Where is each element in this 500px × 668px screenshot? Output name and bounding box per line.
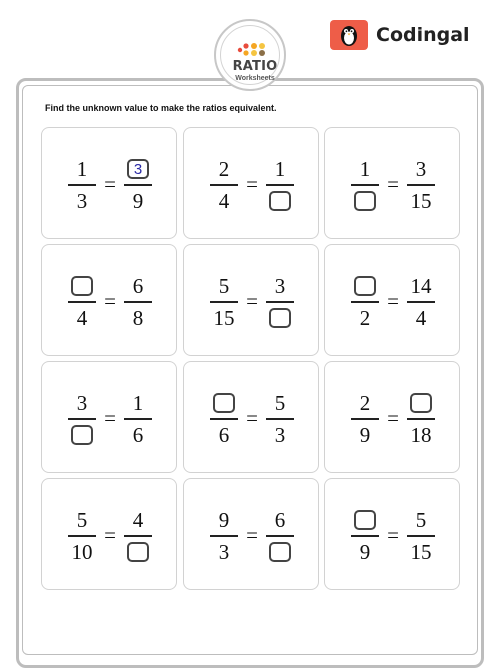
badge-subtitle: Worksheets: [235, 75, 275, 82]
answer-box[interactable]: [71, 425, 93, 445]
ratio-equation: [325, 128, 461, 240]
fraction-bar: [266, 184, 294, 186]
answer-box[interactable]: [269, 542, 291, 562]
problem-card: [324, 127, 460, 239]
fraction-value: 14: [410, 274, 432, 298]
left-denominator: [68, 305, 96, 331]
fraction-bar: [210, 418, 238, 420]
right-numerator: [124, 156, 152, 182]
equals-sign: =: [246, 406, 258, 430]
left-denominator: [210, 188, 238, 214]
equals-sign: =: [387, 172, 399, 196]
problem-card: [324, 478, 460, 590]
fraction-value: 1: [132, 391, 144, 415]
badge-title: RATIO: [232, 59, 278, 74]
fraction-bar: [351, 418, 379, 420]
right-denominator: [407, 539, 435, 565]
problem-card: [324, 361, 460, 473]
fraction-value: 3: [274, 274, 286, 298]
equals-sign: =: [387, 406, 399, 430]
left-numerator: [68, 507, 96, 533]
fraction-value: 3: [76, 189, 88, 213]
fraction-value: 8: [132, 306, 144, 330]
left-denominator: [68, 188, 96, 214]
fraction-value: 5: [415, 508, 427, 532]
right-denominator: [266, 305, 294, 331]
fraction-bar: [210, 535, 238, 537]
fraction-value: 3: [76, 391, 88, 415]
fraction-value: 6: [132, 423, 144, 447]
left-numerator: [210, 156, 238, 182]
equals-sign: =: [104, 406, 116, 430]
fraction-value: 2: [218, 157, 230, 181]
right-numerator: [407, 156, 435, 182]
left-denominator: [351, 305, 379, 331]
answer-box[interactable]: 3: [127, 159, 149, 179]
right-denominator: [266, 422, 294, 448]
fraction-bar: [124, 184, 152, 186]
left-numerator: [351, 156, 379, 182]
answer-box[interactable]: [354, 276, 376, 296]
fraction-value: 1: [76, 157, 88, 181]
ratio-equation: [325, 245, 461, 357]
fraction-bar: [210, 184, 238, 186]
ratio-equation: [325, 479, 461, 591]
fraction-value: 6: [218, 423, 230, 447]
left-numerator: [68, 273, 96, 299]
fraction-value: 3: [218, 540, 230, 564]
fraction-value: 6: [274, 508, 286, 532]
problem-card: [183, 478, 319, 590]
fraction-bar: [266, 301, 294, 303]
ratio-equation: [184, 128, 320, 240]
ratio-equation: [325, 362, 461, 474]
equals-sign: =: [104, 289, 116, 313]
left-denominator: [351, 539, 379, 565]
fraction-value: 10: [71, 540, 93, 564]
right-numerator: [266, 156, 294, 182]
fraction-value: 9: [359, 540, 371, 564]
ratio-equation: [42, 128, 178, 240]
left-numerator: [68, 156, 96, 182]
problem-card: [183, 127, 319, 239]
left-numerator: [210, 273, 238, 299]
fraction-value: 4: [415, 306, 427, 330]
answer-box[interactable]: [213, 393, 235, 413]
right-denominator: [266, 539, 294, 565]
right-denominator: [407, 422, 435, 448]
fraction-value: 3: [415, 157, 427, 181]
ratio-worksheets-badge: [214, 19, 286, 91]
answer-box[interactable]: [71, 276, 93, 296]
left-numerator: [68, 390, 96, 416]
problem-card: [324, 244, 460, 356]
right-denominator: [124, 422, 152, 448]
left-numerator: [210, 390, 238, 416]
right-numerator: [407, 507, 435, 533]
right-denominator: [407, 188, 435, 214]
left-numerator: [210, 507, 238, 533]
problem-card: [183, 244, 319, 356]
fraction-value: 6: [132, 274, 144, 298]
fraction-value: 5: [76, 508, 88, 532]
fraction-bar: [124, 418, 152, 420]
right-denominator: [124, 188, 152, 214]
right-denominator: [266, 188, 294, 214]
left-denominator: [351, 188, 379, 214]
fraction-bar: [124, 535, 152, 537]
left-denominator: [210, 539, 238, 565]
fraction-bar: [351, 301, 379, 303]
right-denominator: [407, 305, 435, 331]
answer-box[interactable]: [354, 510, 376, 530]
fraction-value: 15: [410, 540, 432, 564]
right-numerator: [266, 273, 294, 299]
fraction-value: 15: [213, 306, 235, 330]
fraction-value: 1: [359, 157, 371, 181]
right-numerator: [266, 390, 294, 416]
equals-sign: =: [246, 289, 258, 313]
ratio-equation: [184, 362, 320, 474]
answer-box[interactable]: [127, 542, 149, 562]
answer-box[interactable]: [269, 191, 291, 211]
fraction-bar: [68, 184, 96, 186]
fraction-value: 2: [359, 306, 371, 330]
left-denominator: [210, 305, 238, 331]
right-denominator: [124, 539, 152, 565]
left-numerator: [351, 273, 379, 299]
right-numerator: [407, 390, 435, 416]
fraction-bar: [407, 184, 435, 186]
ratio-equation: [42, 362, 178, 474]
right-denominator: [124, 305, 152, 331]
fraction-bar: [266, 535, 294, 537]
left-denominator: [210, 422, 238, 448]
fraction-bar: [351, 184, 379, 186]
fraction-bar: [351, 535, 379, 537]
equals-sign: =: [246, 523, 258, 547]
fraction-value: 9: [218, 508, 230, 532]
fraction-value: 9: [132, 189, 144, 213]
fraction-bar: [407, 535, 435, 537]
fraction-value: 2: [359, 391, 371, 415]
answer-box[interactable]: [269, 308, 291, 328]
problem-card: [41, 244, 177, 356]
right-numerator: [124, 390, 152, 416]
equals-sign: =: [104, 172, 116, 196]
fraction-value: 15: [410, 189, 432, 213]
equals-sign: =: [387, 289, 399, 313]
fraction-bar: [210, 301, 238, 303]
fraction-value: 5: [218, 274, 230, 298]
fraction-value: 9: [359, 423, 371, 447]
answer-box[interactable]: [354, 191, 376, 211]
colored-dots-icon: [237, 42, 277, 56]
left-numerator: [351, 390, 379, 416]
fraction-value: 1: [274, 157, 286, 181]
left-denominator: [68, 539, 96, 565]
problem-card: [183, 361, 319, 473]
fraction-bar: [266, 418, 294, 420]
fraction-value: 5: [274, 391, 286, 415]
problem-card: [41, 478, 177, 590]
problem-card: [41, 127, 177, 239]
ratio-equation: [184, 245, 320, 357]
instructions: Find the unknown value to make the ratios equivalent.: [45, 103, 277, 113]
right-numerator: [124, 273, 152, 299]
fraction-bar: [407, 301, 435, 303]
fraction-value: 18: [410, 423, 432, 447]
right-numerator: [266, 507, 294, 533]
brand: [330, 20, 470, 50]
brand-name: Codingal: [376, 24, 470, 46]
fraction-value: 4: [132, 508, 144, 532]
equals-sign: =: [104, 523, 116, 547]
fraction-value: 4: [76, 306, 88, 330]
left-denominator: [351, 422, 379, 448]
left-denominator: [68, 422, 96, 448]
fraction-bar: [68, 418, 96, 420]
fraction-value: 4: [218, 189, 230, 213]
equals-sign: =: [246, 172, 258, 196]
fraction-bar: [68, 535, 96, 537]
ratio-equation: [42, 479, 178, 591]
left-numerator: [351, 507, 379, 533]
fraction-bar: [68, 301, 96, 303]
ratio-equation: [184, 479, 320, 591]
badge-ring: [220, 25, 280, 85]
answer-box[interactable]: [410, 393, 432, 413]
ratio-equation: [42, 245, 178, 357]
right-numerator: [407, 273, 435, 299]
equals-sign: =: [387, 523, 399, 547]
fraction-value: 3: [274, 423, 286, 447]
problem-card: [41, 361, 177, 473]
fraction-bar: [124, 301, 152, 303]
fraction-bar: [407, 418, 435, 420]
penguin-logo-icon: [330, 20, 368, 50]
right-numerator: [124, 507, 152, 533]
